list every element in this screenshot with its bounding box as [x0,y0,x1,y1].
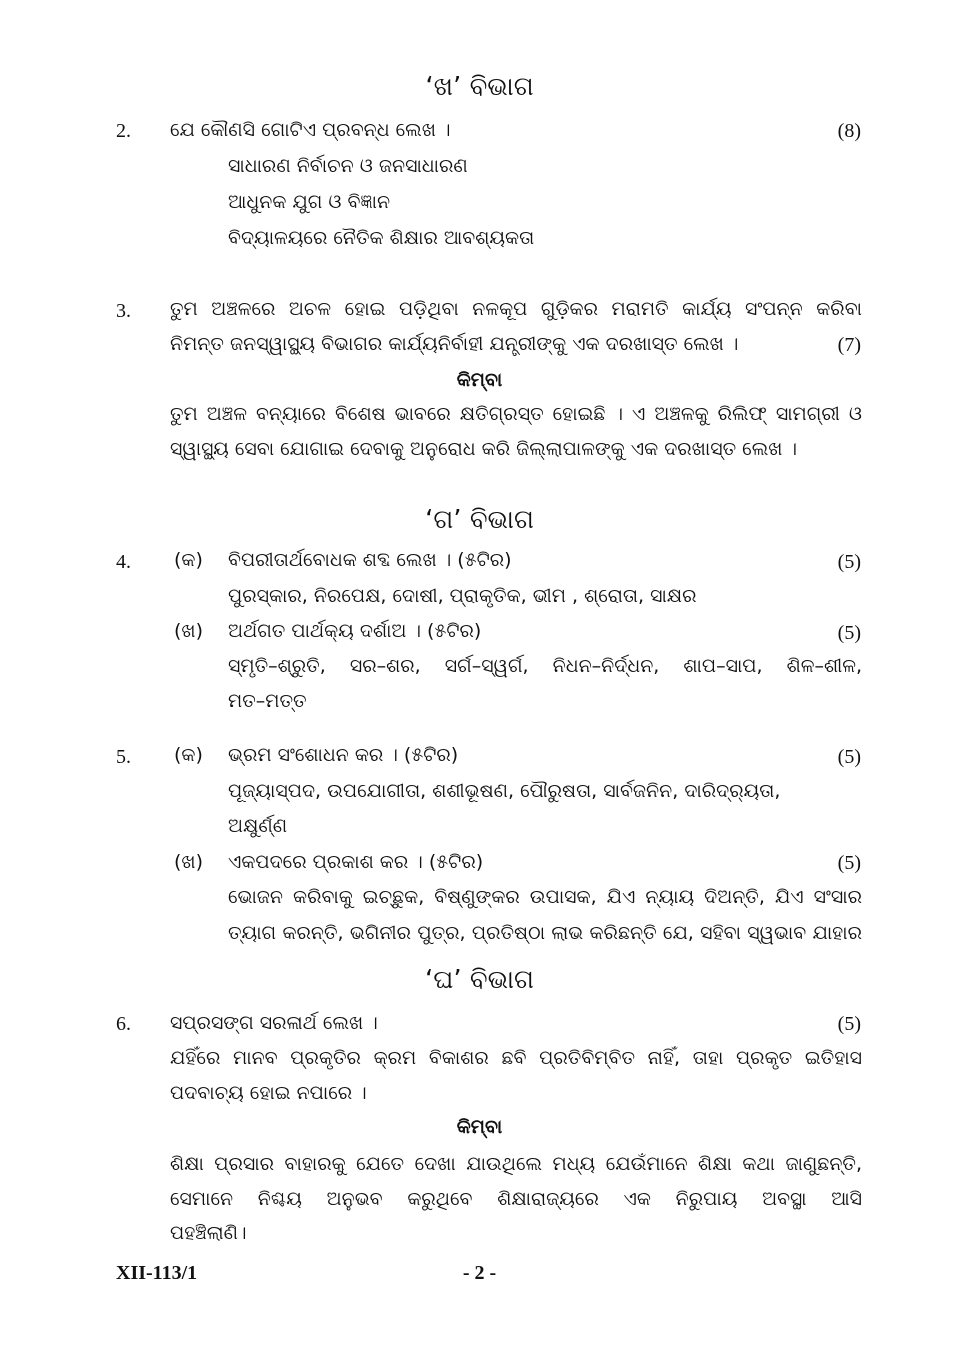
question-number: 3. [116,300,131,322]
word-list: ତ୍ୟାଗ କରନ୍ତି, ଭଗିନୀର ପୁତ୍ର, ପ୍ରତିଷ୍ଠା ଲାଭ କରିଛନ୍ତି ଯେ, ସହିବା ସ୍ୱଭାବ ଯାହାର [228,922,862,944]
question-text-line: ତୁମ ଅଞ୍ଚଳରେ ଅଚଳ ହୋଇ ପଡ଼ିଥିବା ନଳକୂପ ଗୁଡ଼ିକର ମରାମତି କାର୍ଯ୍ୟ ସଂପନ୍ନ କରିବା [170,298,862,320]
passage-line: ଶିକ୍ଷା ପ୍ରସାର ବାହାରକୁ ଯେତେ ଦେଖା ଯାଉଥିଲେ ମଧ୍ୟ ଯେଉଁମାନେ ଶିକ୍ଷା କଥା ଜାଣୁଛନ୍ତି, [170,1153,862,1175]
section-heading-kha: ‘ଖ’ ବିଭାଗ [425,72,534,102]
passage-line: ଯହିଁରେ ମାନବ ପ୍ରକୃତିର କ୍ରମ ବିକାଶର ଛବି ପ୍ରତିବିମ୍ବିତ ନାହିଁ, ତାହା ପ୍ରକୃତ ଇତିହାସ [170,1047,862,1069]
word-list: ଭୋଜନ କରିବାକୁ ଇଚ୍ଛୁକ, ବିଷ୍ଣୁଙ୍କର ଉପାସକ, ଯିଏ ନ୍ୟାୟ ଦିଅନ୍ତି, ଯିଏ ସଂସାର [228,886,862,908]
subquestion-label: (ଖ) [174,851,204,873]
alternative-text-line: ସ୍ୱାସ୍ଥ୍ୟ ସେବା ଯୋଗାଇ ଦେବାକୁ ଅନୁରୋଧ କରି ଜିଲ୍ଲାପାଳଙ୍କୁ ଏକ ଦରଖାସ୍ତ ଲେଖ । [170,438,798,460]
word-list: ପୂଜ୍ୟାସ୍ପଦ, ଉପଯୋଗୀତା, ଶଶୀଭୂଷଣ, ପୌରୁଷତା, ସାର୍ବଜନିନ, ଦାରିଦ୍ର୍ୟତା, [228,780,781,802]
paper-code: XII-113/1 [116,1262,198,1284]
subquestion-prompt: ଅର୍ଥଗତ ପାର୍ଥକ୍ୟ ଦର୍ଶାଅ । (୫ଟିର) [228,620,482,642]
or-label: କିମ୍ବା [456,369,503,391]
or-label: କିମ୍ବା [456,1116,503,1138]
subquestion-prompt: ବିପରୀତାର୍ଥବୋଧକ ଶବ୍ଦ ଲେଖ । (୫ଟିର) [228,549,512,571]
word-list: ଅକ୍ଷୁର୍ଣ୍ଣ [228,815,288,837]
subquestion-marks: (5) [837,551,861,573]
section-heading-ga: ‘ଗ’ ବିଭାଗ [425,505,534,535]
word-list: ମତ–ମତ୍ତ [228,690,307,712]
question-number: 2. [116,120,131,142]
subquestion-marks: (5) [837,852,861,874]
subquestion-marks: (5) [837,746,861,768]
question-prompt: ସପ୍ରସଙ୍ଗ ସରଳାର୍ଥ ଲେଖ । [170,1012,378,1034]
subquestion-prompt: ଭ୍ରମ ସଂଶୋଧନ କର । (୫ଟିର) [228,744,459,766]
page-number: - 2 - [462,1262,497,1284]
question-text-line: ନିମନ୍ତ ଜନସ୍ୱାସ୍ଥ୍ୟ ବିଭାଗର କାର୍ଯ୍ୟନିର୍ବାହୀ ଯନ୍ତ୍ରୀଙ୍କୁ ଏକ ଦରଖାସ୍ତ ଲେଖ । [170,333,739,355]
alternative-text-line: ତୁମ ଅଞ୍ଚଳ ବନ୍ୟାରେ ବିଶେଷ ଭାବରେ କ୍ଷତିଗ୍ରସ୍ତ ହୋଇଛି । ଏ ଅଞ୍ଚଳକୁ ରିଲିଫ୍ ସାମଗ୍ରୀ ଓ [170,403,862,425]
essay-topic: ସାଧାରଣ ନିର୍ବାଚନ ଓ ଜନସାଧାରଣ [228,155,468,177]
essay-topic: ଆଧୁନକ ଯୁଗ ଓ ବିଜ୍ଞାନ [228,191,391,213]
section-heading-gha: ‘ଘ’ ବିଭାଗ [424,965,535,995]
passage-line: ପହଞ୍ଚିଲାଣି। [170,1222,247,1244]
subquestion-label: (କ) [174,549,203,571]
question-number: 5. [116,746,131,768]
subquestion-label: (ଖ) [174,620,204,642]
question-number: 4. [116,551,131,573]
word-list: ପୁରସ୍କାର, ନିରପେକ୍ଷ, ଦୋଷୀ, ପ୍ରାକୃତିକ, ଭୀମ , ଶ୍ରୋତା, ସାକ୍ଷର [228,585,697,607]
question-marks: (8) [837,120,861,142]
question-number: 6. [116,1013,131,1035]
passage-line: ପଦବାଚ୍ୟ ହୋଇ ନପାରେ । [170,1082,367,1104]
subquestion-marks: (5) [837,622,861,644]
essay-topic: ବିଦ୍ୟାଳୟରେ ନୈତିକ ଶିକ୍ଷାର ଆବଶ୍ୟକତା [228,227,535,249]
subquestion-label: (କ) [174,744,203,766]
question-marks: (5) [837,1013,861,1035]
question-prompt: ଯେ କୌଣସି ଗୋଟିଏ ପ୍ରବନ୍ଧ ଲେଖ । [170,119,451,141]
word-list: ସ୍ମୃତି–ଶ୍ରୁତି, ସର–ଶର, ସର୍ଗ–ସ୍ୱର୍ଗ, ନିଧନ–ନିର୍ଦ୍ଧନ, ଶାପ–ସାପ, ଶିଳ–ଶୀଳ, [228,655,862,677]
passage-line: ସେମାନେ ନିଶ୍ଚୟ ଅନୁଭବ କରୁଥିବେ ଶିକ୍ଷାରାଜ୍ୟରେ ଏକ ନିରୁପାୟ ଅବସ୍ଥା ଆସି [170,1188,862,1210]
subquestion-prompt: ଏକପଦରେ ପ୍ରକାଶ କର । (୫ଟିର) [228,851,484,873]
question-marks: (7) [837,334,861,356]
